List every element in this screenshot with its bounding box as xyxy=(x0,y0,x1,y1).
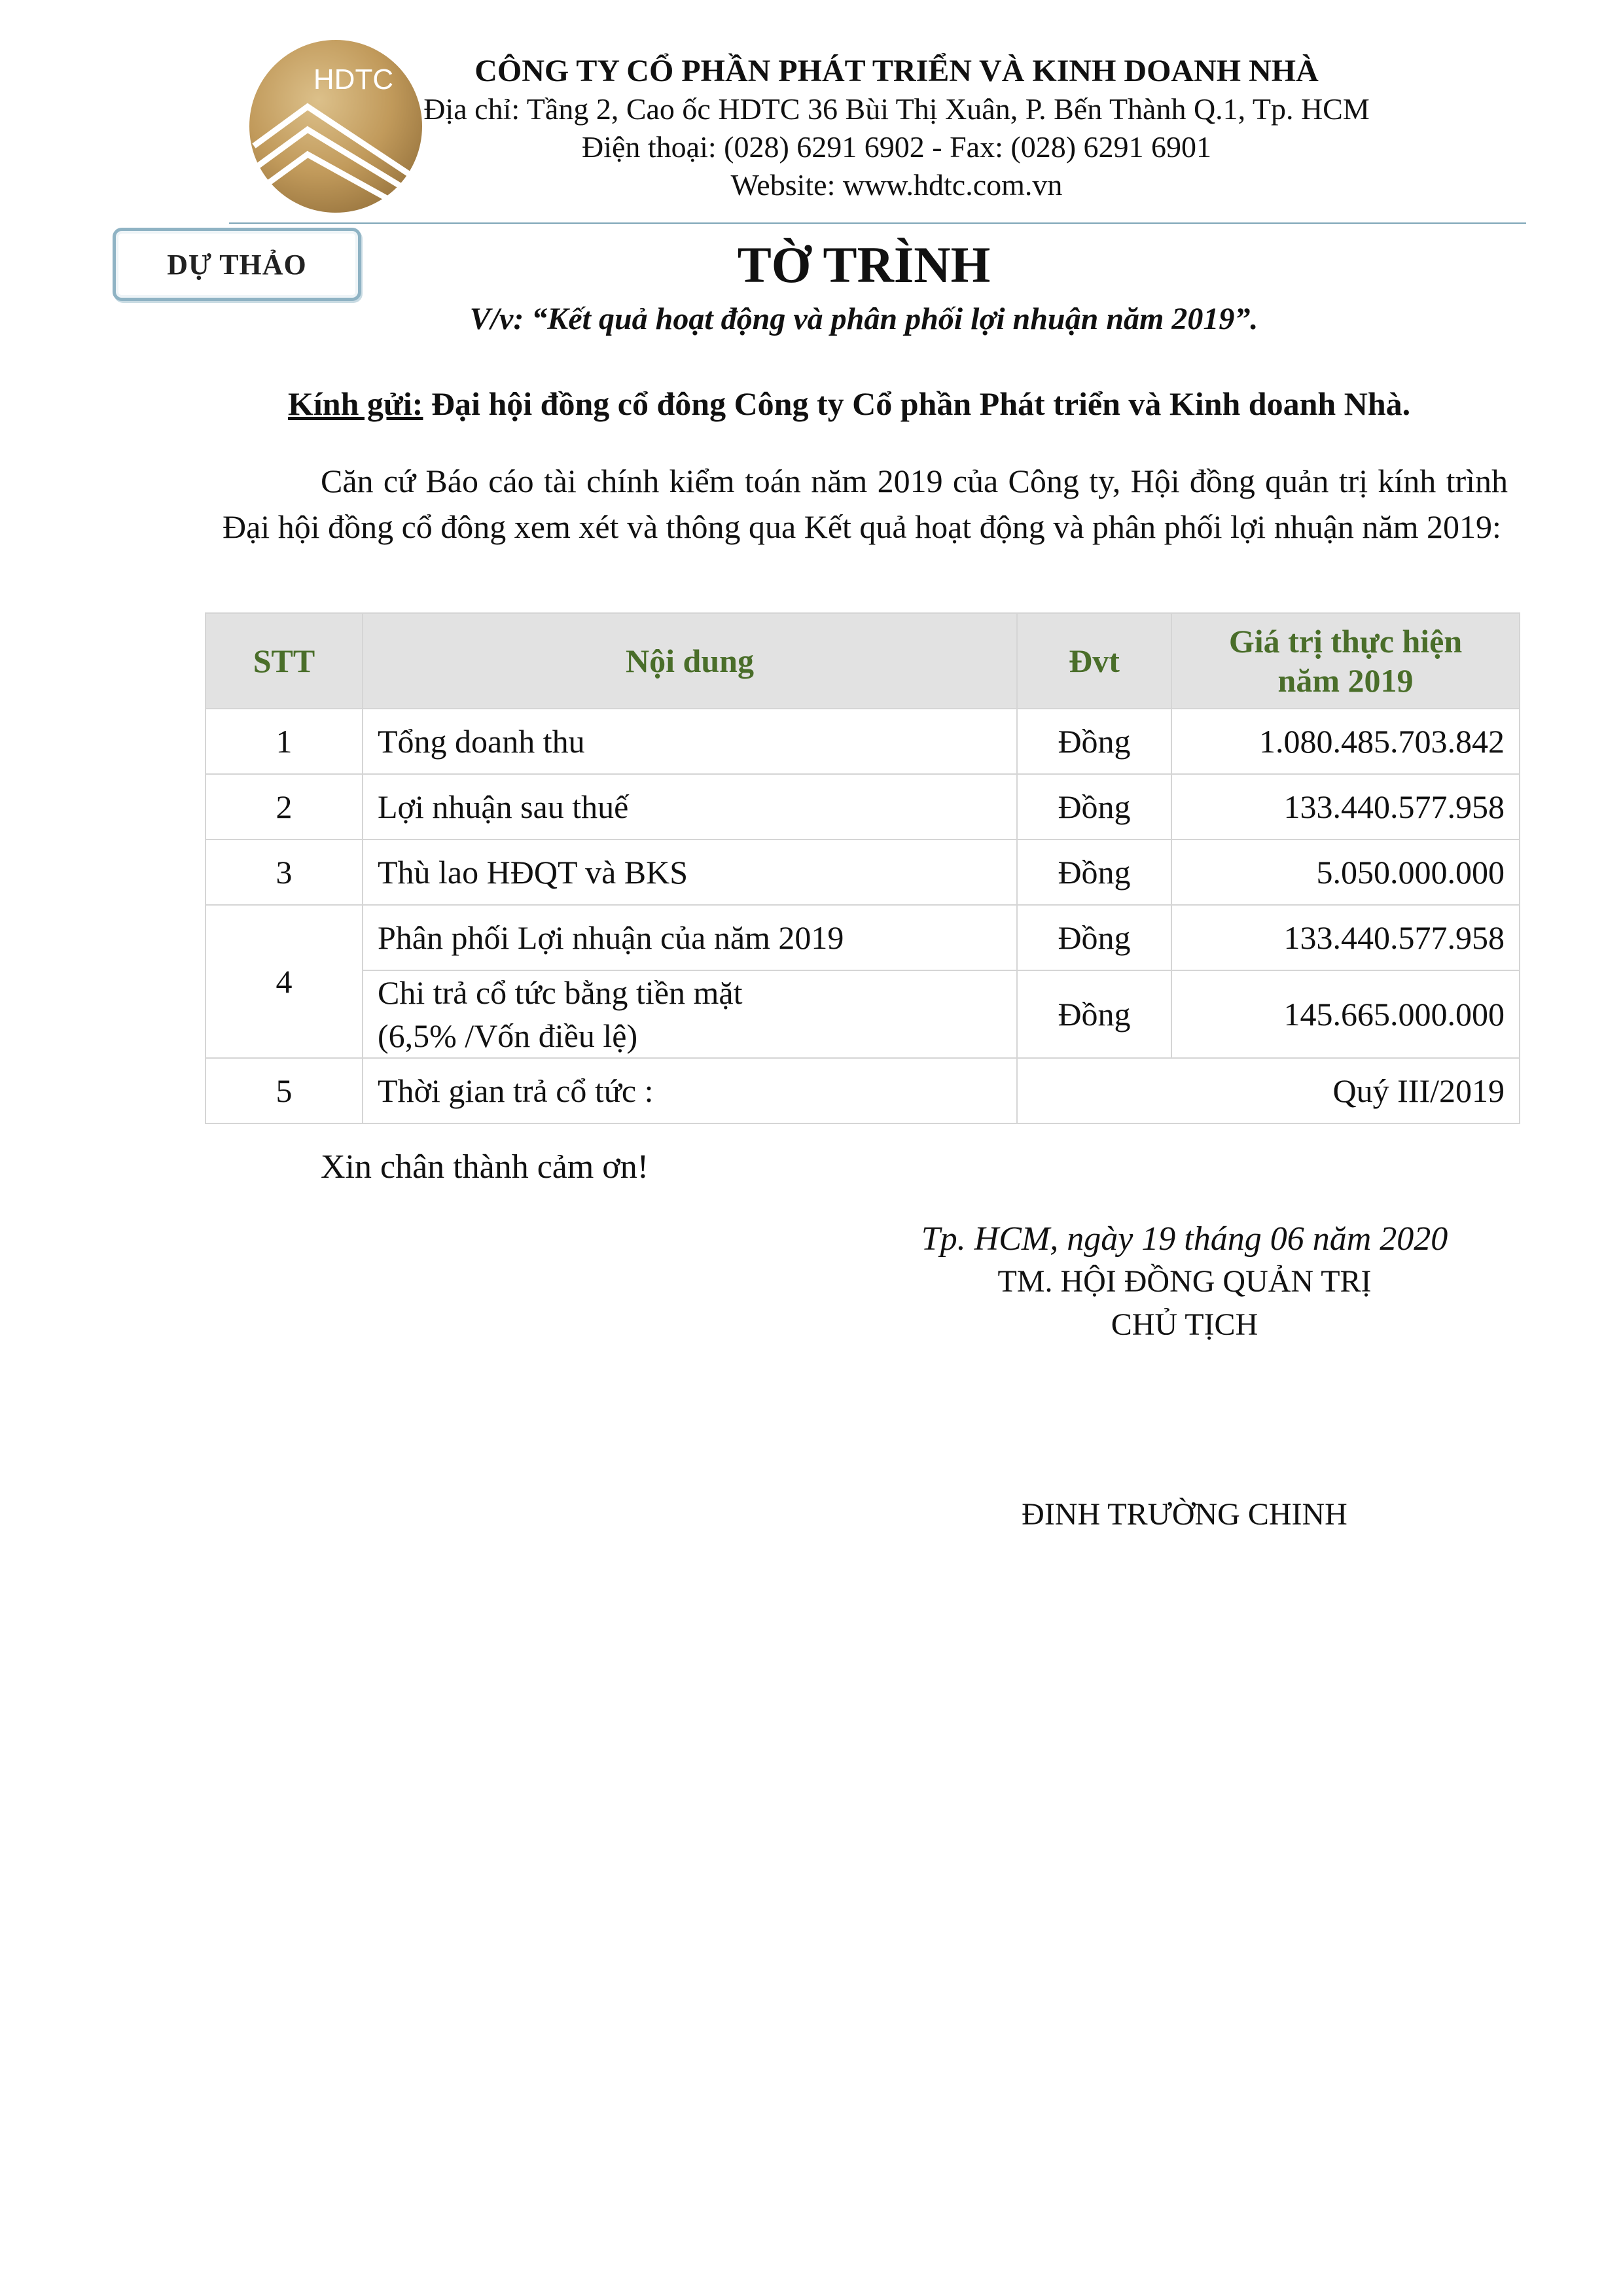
cell-content-line2: (6,5% /Vốn điều lệ) xyxy=(378,1017,638,1054)
company-logo xyxy=(247,38,424,215)
cell-stt: 2 xyxy=(205,774,363,839)
cell-unit: Đồng xyxy=(1017,839,1171,905)
cell-content: Thời gian trả cổ tức : xyxy=(363,1058,1017,1123)
cell-content: Thù lao HĐQT và BKS xyxy=(363,839,1017,905)
cell-unit: Đồng xyxy=(1017,774,1171,839)
logo-text: HDTC xyxy=(313,63,394,96)
document-title: TỜ TRÌNH xyxy=(737,236,991,293)
table-row xyxy=(205,905,1520,970)
header-stt: STT xyxy=(205,613,363,709)
recipient-label: Kính gửi: xyxy=(288,385,423,422)
table-row xyxy=(205,709,1520,774)
header-value-line1: Giá trị thực hiện xyxy=(1228,623,1463,660)
results-table xyxy=(205,612,1520,1124)
cell-content xyxy=(363,970,1017,1058)
table-row xyxy=(205,839,1520,905)
company-website: Website: www.hdtc.com.vn xyxy=(730,168,1063,202)
cell-value: 133.440.577.958 xyxy=(1171,774,1520,839)
cell-value: 145.665.000.000 xyxy=(1171,970,1520,1058)
header-unit: Đvt xyxy=(1017,613,1171,709)
cell-value: Quý III/2019 xyxy=(1017,1058,1520,1123)
header-divider xyxy=(229,222,1526,224)
cell-value: 5.050.000.000 xyxy=(1171,839,1520,905)
recipient-line xyxy=(288,383,1410,424)
cell-stt: 1 xyxy=(205,709,363,774)
signature-position: CHỦ TỊCH xyxy=(1111,1307,1258,1342)
cell-content: Tổng doanh thu xyxy=(363,709,1017,774)
table-row xyxy=(205,1058,1520,1123)
table-row xyxy=(205,970,1520,1058)
cell-stt: 4 xyxy=(205,905,363,1058)
header-value xyxy=(1171,613,1520,709)
company-phone: Điện thoại: (028) 6291 6902 - Fax: (028) 6291 6901 xyxy=(581,130,1212,164)
cell-content: Phân phối Lợi nhuận của năm 2019 xyxy=(363,905,1017,970)
header-value-line2: năm 2019 xyxy=(1277,662,1414,699)
signature-place-date: Tp. HCM, ngày 19 tháng 06 năm 2020 xyxy=(921,1220,1448,1258)
header-content: Nội dung xyxy=(363,613,1017,709)
company-address: Địa chỉ: Tầng 2, Cao ốc HDTC 36 Bùi Thị Xuân, P. Bến Thành Q.1, Tp. HCM xyxy=(423,92,1370,126)
cell-value: 1.080.485.703.842 xyxy=(1171,709,1520,774)
recipient-text: Đại hội đồng cổ đông Công ty Cổ phần Phát triển và Kinh doanh Nhà. xyxy=(423,385,1411,422)
cell-unit: Đồng xyxy=(1017,905,1171,970)
closing-line: Xin chân thành cảm ơn! xyxy=(321,1148,649,1186)
cell-stt: 3 xyxy=(205,839,363,905)
document-subject: V/v: “Kết quả hoạt động và phân phối lợi nhuận năm 2019”. xyxy=(469,302,1258,336)
cell-stt: 5 xyxy=(205,1058,363,1123)
company-name: CÔNG TY CỔ PHẦN PHÁT TRIỂN VÀ KINH DOANH NHÀ xyxy=(474,54,1319,88)
table-row xyxy=(205,774,1520,839)
cell-content: Lợi nhuận sau thuế xyxy=(363,774,1017,839)
table-header-row xyxy=(205,613,1520,709)
cell-unit: Đồng xyxy=(1017,970,1171,1058)
signature-name: ĐINH TRƯỜNG CHINH xyxy=(1022,1497,1347,1532)
intro-paragraph: Căn cứ Báo cáo tài chính kiểm toán năm 2019 của Công ty, Hội đồng quản trị kính trình Đại hội đồng cổ đông xem xét và thông qua Kết quả hoạt động và phân phối lợi nhuận năm 2019: xyxy=(223,463,1508,545)
cell-unit: Đồng xyxy=(1017,709,1171,774)
signature-on-behalf: TM. HỘI ĐỒNG QUẢN TRỊ xyxy=(997,1264,1372,1299)
cell-value: 133.440.577.958 xyxy=(1171,905,1520,970)
draft-stamp-label: DỰ THẢO xyxy=(167,248,307,281)
cell-content-line1: Chi trả cổ tức bằng tiền mặt xyxy=(378,974,743,1011)
